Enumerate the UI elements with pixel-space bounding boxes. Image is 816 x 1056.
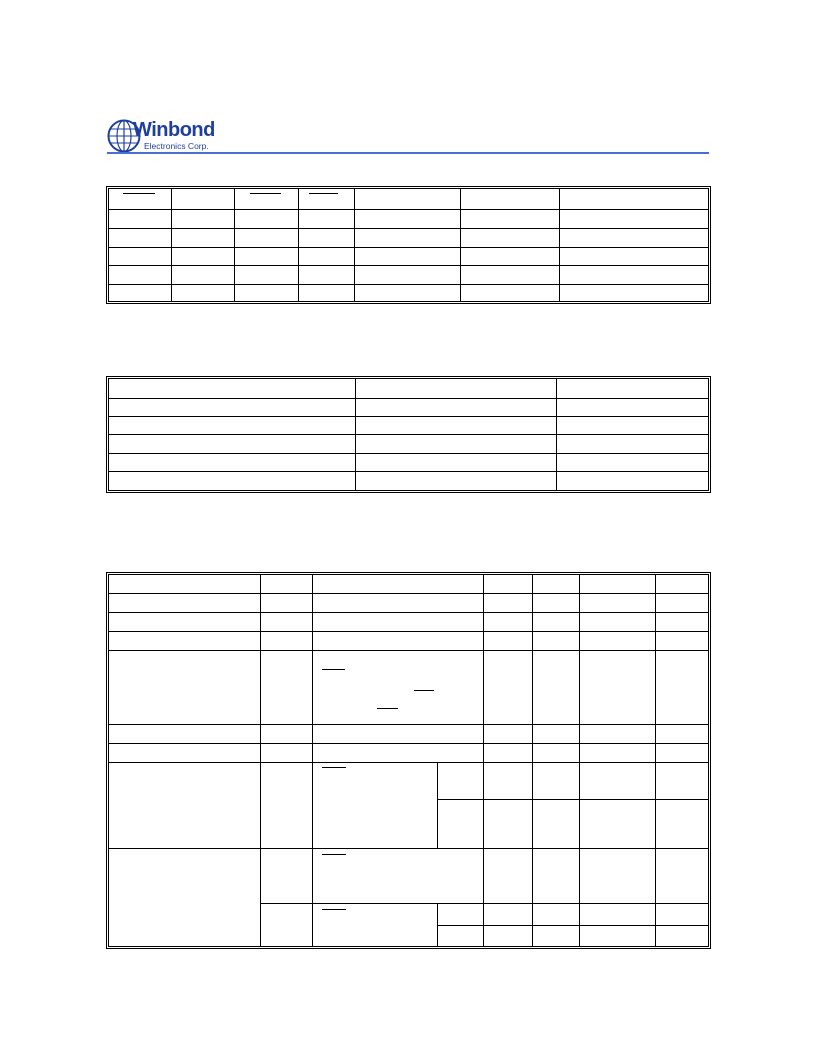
- logo-subtext: Electronics Corp.: [144, 141, 209, 151]
- table-2: [106, 376, 711, 493]
- table-2-grid: [109, 379, 708, 490]
- header-rule: [107, 152, 709, 154]
- table-3: [106, 572, 711, 949]
- table-3-grid: [109, 575, 708, 946]
- winbond-logo: [107, 118, 227, 154]
- table-1-grid: [109, 189, 708, 301]
- table-1: [106, 186, 711, 304]
- logo-wordmark: Winbond: [133, 119, 215, 141]
